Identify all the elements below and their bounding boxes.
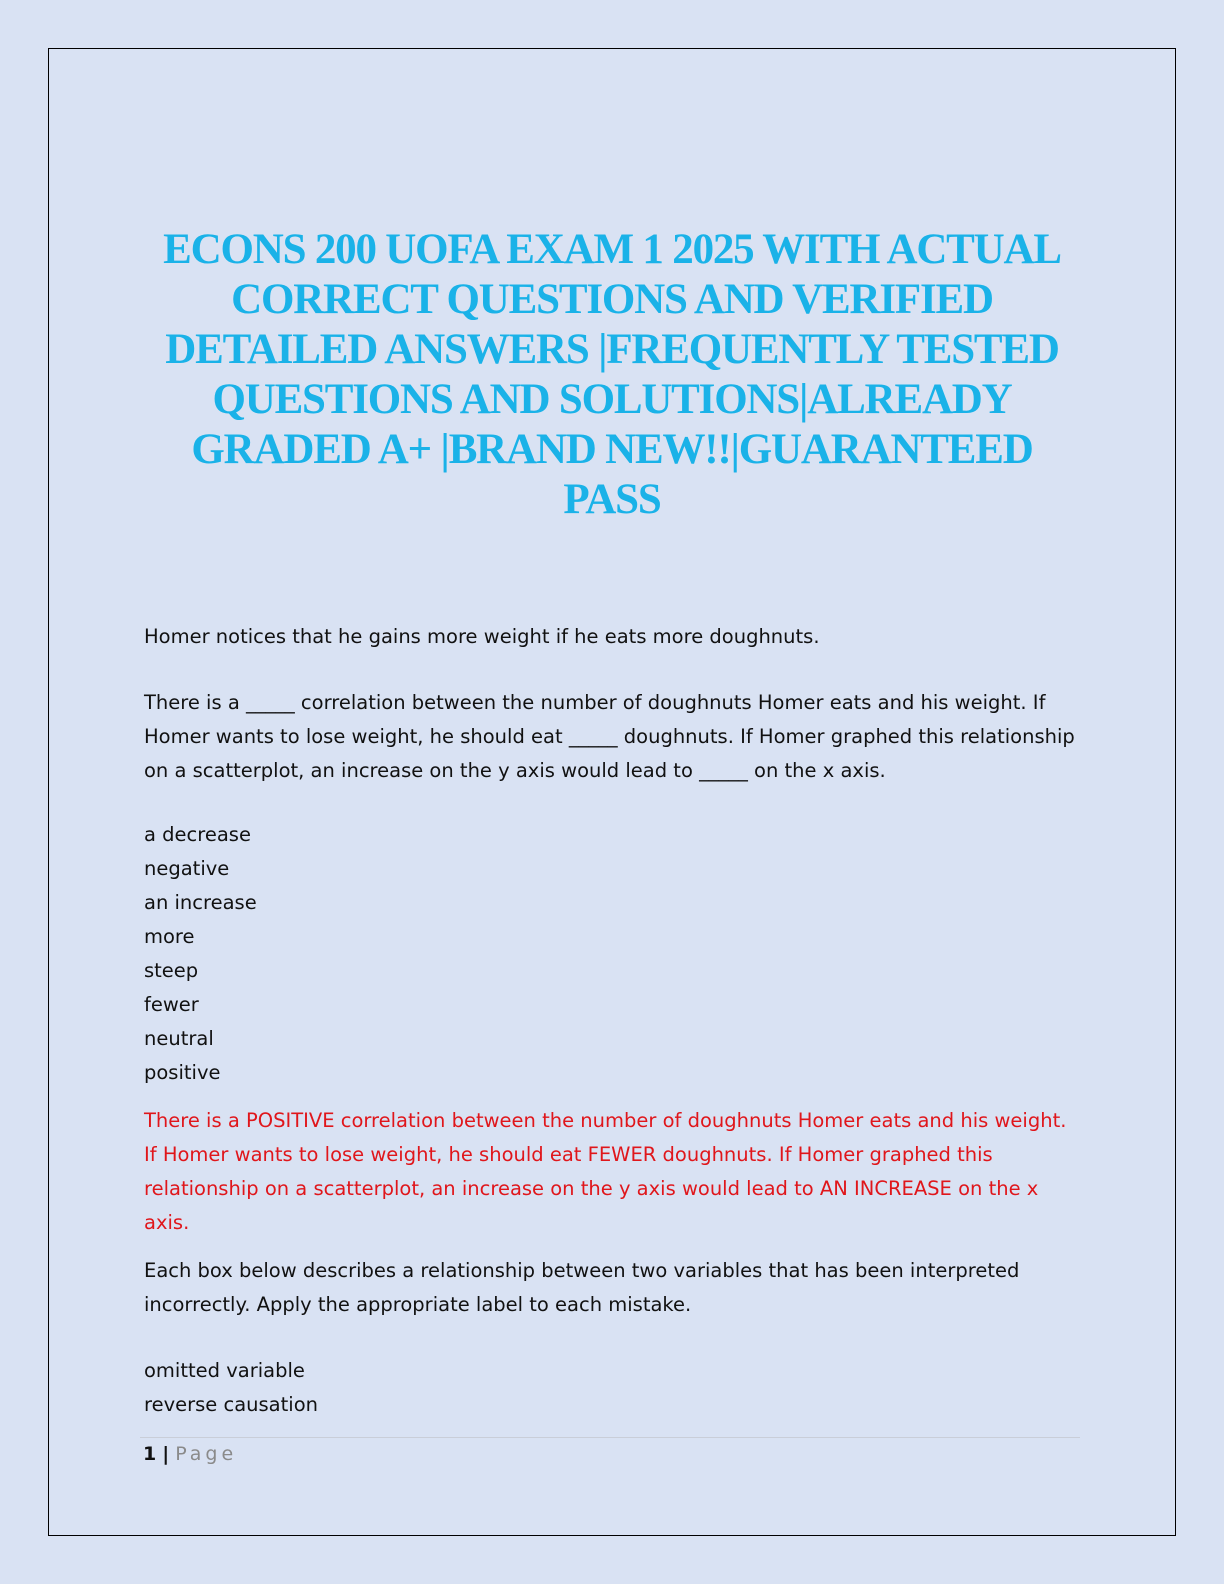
option-item: fewer [144, 993, 199, 1016]
footer-divider [140, 1437, 1080, 1438]
question1-options [144, 818, 1084, 1090]
page-number: 1 [143, 1443, 157, 1465]
option-item: neutral [144, 1027, 214, 1050]
option-item: positive [144, 1061, 221, 1084]
question1-intro: Homer notices that he gains more weight if he eats more doughnuts. [144, 625, 820, 648]
option-item: reverse causation [144, 1393, 318, 1416]
question1-answer: There is a POSITIVE correlation between the number of doughnuts Homer eats and his weight. If Homer wants to lose weight, he should eat FEWER doughnuts. If Homer graphed this relationship on a scatterplot, an increase on the y axis would lead to AN INCREASE on the x axis. [144, 1109, 1067, 1234]
question2-prompt: Each box below describes a relationship between two variables that has been interpreted incorrectly. Apply the appropriate label to each mistake. [144, 1259, 1020, 1316]
page-label: Page [175, 1443, 238, 1465]
option-item: negative [144, 857, 230, 880]
page-footer [143, 1440, 237, 1468]
option-item: an increase [144, 891, 257, 914]
footer-separator: | [162, 1443, 170, 1465]
question2-options [144, 1354, 1084, 1422]
option-item: steep [144, 959, 199, 982]
option-item: more [144, 925, 195, 948]
option-item: a decrease [144, 823, 251, 846]
document-title: ECONS 200 UOFA EXAM 1 2025 WITH ACTUAL CORRECT QUESTIONS AND VERIFIED DETAILED ANSWERS |FREQUENTLY TESTED QUESTIONS AND SOLUTIONS|ALREADY GRADED A+ |BRAND NEW!!|GUARANTEED PASS [163, 225, 1061, 523]
option-item: omitted variable [144, 1359, 305, 1382]
question1-prompt: There is a _____ correlation between the number of doughnuts Homer eats and his weight. If Homer wants to lose weight, he should eat _____ doughnuts. If Homer graphed this relationship on a scatterplot, an increase on the y axis would lead to _____ on the x axis. [144, 691, 1075, 782]
document-body [144, 620, 1084, 1422]
